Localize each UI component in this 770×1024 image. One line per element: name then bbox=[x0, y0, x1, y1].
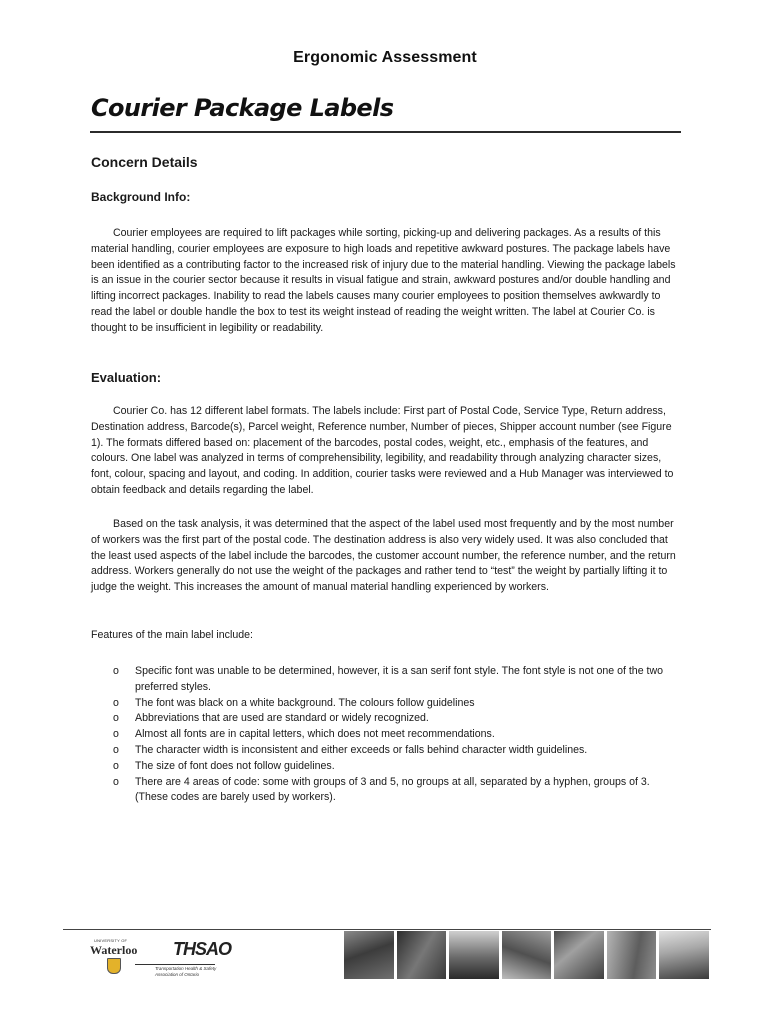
footer-photo bbox=[502, 931, 552, 979]
feature-text: The character width is inconsistent and either exceeds or falls behind character width guidelines. bbox=[135, 743, 588, 756]
feature-text: Almost all fonts are in capital letters, which does not meet recommendations. bbox=[135, 728, 495, 741]
thsao-subtitle: Transportation Health & Safety Association of Ontario bbox=[155, 966, 217, 977]
bullet-icon: o bbox=[113, 696, 119, 709]
list-item bbox=[91, 664, 681, 696]
feature-text: There are 4 areas of code: some with groups of 3 and 5, no groups at all, separated by a hyphen, groups of 3. (These codes are barely used by workers). bbox=[135, 775, 650, 804]
thsao-wordmark: THSAO bbox=[173, 939, 231, 959]
evaluation-paragraph-1: Courier Co. has 12 different label formats. The labels include: First part of Postal Code, Service Type, Return address, Destination address, Barcode(s), Parcel weight, Reference number, Number of pieces, Shipper account number (see Figure 1). The formats differed based on: placement of the barcodes, postal codes, weight, etc., emphasis of the features, and colours. One label was analyzed in terms of comprehensibility, legibility, and readability through analyzing character sizes, font, colour, spacing and layout, and coding. In addition, courier tasks were reviewed and a Hub Manager was interviewed to obtain feedback and details regarding the label. bbox=[91, 405, 674, 496]
document-title: Courier Package Labels bbox=[91, 94, 394, 122]
feature-text: The font was black on a white background. The colours follow guidelines bbox=[135, 696, 475, 709]
list-item bbox=[91, 727, 681, 743]
list-item bbox=[91, 696, 681, 712]
document-kicker: Ergonomic Assessment bbox=[293, 49, 477, 66]
thsao-logo bbox=[135, 939, 235, 983]
footer-photo bbox=[397, 931, 447, 979]
features-list bbox=[91, 664, 681, 806]
list-item bbox=[91, 711, 681, 727]
feature-text: The size of font does not follow guidelines. bbox=[135, 759, 335, 772]
feature-text: Abbreviations that are used are standard or widely recognized. bbox=[135, 712, 429, 725]
footer-photo bbox=[607, 931, 657, 979]
footer-photo bbox=[344, 931, 394, 979]
feature-text: Specific font was unable to be determined, however, it is a san serif font style. The font style is not one of the two preferred styles. bbox=[135, 665, 664, 693]
bullet-icon: o bbox=[113, 712, 119, 725]
bullet-icon: o bbox=[113, 665, 119, 677]
list-item bbox=[91, 743, 681, 759]
evaluation-paragraph-2: Based on the task analysis, it was determined that the aspect of the label used most frequently and by the most number of workers was the first part of the postal code. The destination address is also very widely used. It was also concluded that the least used aspects of the label include the barcodes, the customer account number, the reference number, and the return address. Workers generally do not use the weight of the packages and rather tend to “test” the weight by partially lifting it to judge the weight. This increases the amount of manual material handling experienced by workers. bbox=[91, 518, 676, 594]
uw-wordmark: Waterloo bbox=[90, 943, 138, 957]
bullet-icon: o bbox=[113, 759, 119, 772]
university-of-waterloo-logo bbox=[88, 938, 142, 980]
background-info-heading: Background Info: bbox=[91, 190, 191, 204]
evaluation-heading: Evaluation: bbox=[91, 370, 162, 385]
bullet-icon: o bbox=[113, 775, 119, 788]
footer-photo bbox=[659, 931, 709, 979]
features-intro: Features of the main label include: bbox=[91, 629, 253, 641]
bullet-icon: o bbox=[113, 743, 119, 756]
list-item bbox=[91, 775, 681, 807]
uw-small-caption: UNIVERSITY OF bbox=[94, 938, 128, 943]
footer-photo bbox=[554, 931, 604, 979]
crest-icon bbox=[107, 958, 121, 974]
list-item bbox=[91, 759, 681, 775]
thsao-underline bbox=[135, 964, 215, 965]
footer-photo bbox=[449, 931, 499, 979]
footer-divider bbox=[63, 929, 711, 930]
background-info-paragraph: Courier employees are required to lift packages while sorting, picking-up and delivering packages. As a results of this material handling, courier employees are exposure to high loads and repetitive awkward postures. The package labels have been identified as a contributing factor to the increased risk of injury due to the material handling. Viewing the package labels is an issue in the courier sector because it results in visual fatigue and strain, awkward postures and/or double handling and lifting incorrect packages. Inability to read the labels causes many courier employees to position themselves awkwardly to read the label or double handle the box to test its weight instead of reading the weight written. The label at Courier Co. is thought to be insufficient in legibility or readability. bbox=[91, 227, 676, 334]
footer-photo-strip bbox=[344, 931, 709, 979]
title-divider bbox=[90, 131, 681, 133]
concern-details-heading: Concern Details bbox=[91, 154, 198, 170]
bullet-icon: o bbox=[113, 728, 119, 741]
